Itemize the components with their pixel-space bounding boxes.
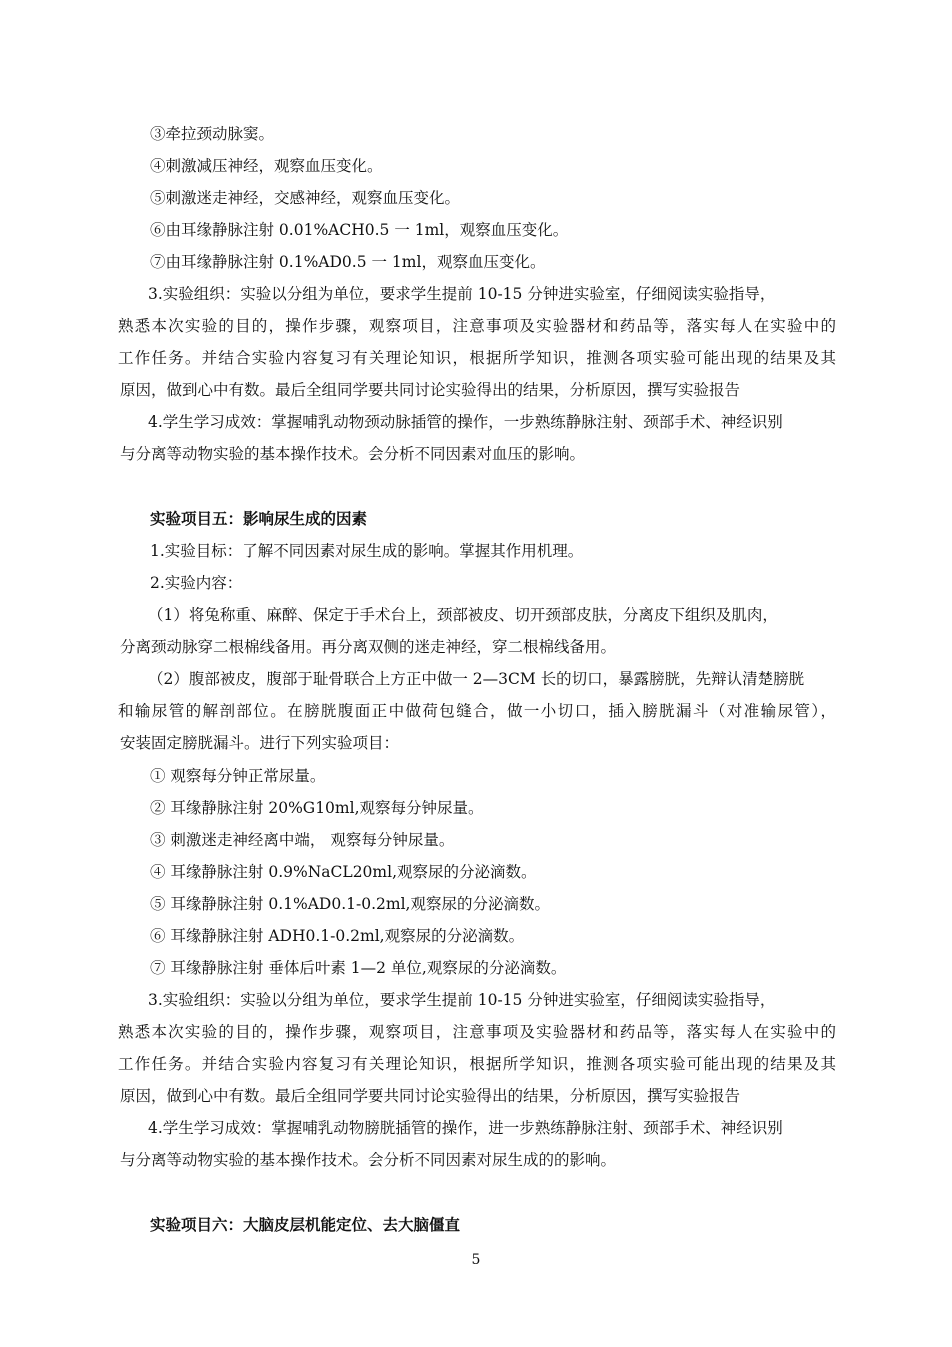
page-number: 5 [471,1252,481,1268]
paragraph-line: 原因，做到心中有数。最后全组同学要共同讨论实验得出的结果，分析原因，撰写实验报告 [120,381,741,399]
list-item: ⑥由耳缘静脉注射 0.01%ACH0.5 一 1ml，观察血压变化。 [150,221,569,239]
list-item: ⑦ 耳缘静脉注射 垂体后叶素 1—2 单位,观察尿的分泌滴数。 [150,959,567,977]
paragraph-line: 工作任务。并结合实验内容复习有关理论知识，根据所学知识，推测各项实验可能出现的结果及其 [118,1055,836,1073]
list-item: ② 耳缘静脉注射 20%G10ml,观察每分钟尿量。 [150,799,484,817]
paragraph-line: 2.实验内容： [150,574,243,592]
paragraph-line: （1）将兔称重、麻醉、保定于手术台上，颈部被皮、切开颈部皮肤，分离皮下组织及肌肉， [148,606,778,624]
list-item: ⑥ 耳缘静脉注射 ADH0.1-0.2ml,观察尿的分泌滴数。 [150,927,525,945]
paragraph-line: 熟悉本次实验的目的，操作步骤，观察项目，注意事项及实验器材和药品等，落实每人在实验中的 [118,1023,836,1041]
list-item: ⑤刺激迷走神经，交感神经，观察血压变化。 [150,189,461,207]
list-item: ⑦由耳缘静脉注射 0.1%AD0.5 一 1ml，观察血压变化。 [150,253,546,271]
list-item: ③ 刺激迷走神经离中端， 观察每分钟尿量。 [150,831,455,849]
paragraph-line: 4.学生学习成效：掌握哺乳动物颈动脉插管的操作，一步熟练静脉注射、颈部手术、神经识别 [148,413,783,431]
paragraph-line: 1.实验目标：了解不同因素对尿生成的影响。掌握其作用机理。 [150,542,584,560]
paragraph-line: 与分离等动物实验的基本操作技术。会分析不同因素对血压的影响。 [120,445,586,463]
paragraph-line: 分离颈动脉穿二根棉线备用。再分离双侧的迷走神经，穿二根棉线备用。 [120,638,617,656]
paragraph-line: 工作任务。并结合实验内容复习有关理论知识，根据所学知识，推测各项实验可能出现的结果及其 [118,349,836,367]
paragraph-line: 和输尿管的解剖部位。在膀胱腹面正中做荷包缝合，做一小切口，插入膀胱漏斗（对准输尿管）， [118,702,836,720]
section-heading: 实验项目五：影响尿生成的因素 [150,510,368,528]
list-item: ① 观察每分钟正常尿量。 [150,767,326,785]
paragraph-line: 4.学生学习成效：掌握哺乳动物膀胱插管的操作，进一步熟练静脉注射、颈部手术、神经识别 [148,1119,783,1137]
list-item: ④刺激减压神经，观察血压变化。 [150,157,383,175]
paragraph-line: 原因，做到心中有数。最后全组同学要共同讨论实验得出的结果，分析原因，撰写实验报告 [120,1087,741,1105]
paragraph-line: （2）腹部被皮，腹部于耻骨联合上方正中做一 2—3CM 长的切口，暴露膀胱，先辩认清楚膀胱 [148,670,805,688]
section-heading: 实验项目六：大脑皮层机能定位、去大脑僵直 [150,1216,461,1234]
paragraph-line: 熟悉本次实验的目的，操作步骤，观察项目，注意事项及实验器材和药品等，落实每人在实验中的 [118,317,836,335]
list-item: ④ 耳缘静脉注射 0.9%NaCL20ml,观察尿的分泌滴数。 [150,863,537,881]
paragraph-line: 3.实验组织：实验以分组为单位，要求学生提前 10-15 分钟进实验室，仔细阅读实验指导， [148,285,776,303]
list-item: ③牵拉颈动脉窦。 [150,125,275,143]
paragraph-line: 安装固定膀胱漏斗。进行下列实验项目： [120,734,400,752]
list-item: ⑤ 耳缘静脉注射 0.1%AD0.1-0.2ml,观察尿的分泌滴数。 [150,895,550,913]
paragraph-line: 3.实验组织：实验以分组为单位，要求学生提前 10-15 分钟进实验室，仔细阅读实验指导， [148,991,776,1009]
paragraph-line: 与分离等动物实验的基本操作技术。会分析不同因素对尿生成的的影响。 [120,1151,617,1169]
